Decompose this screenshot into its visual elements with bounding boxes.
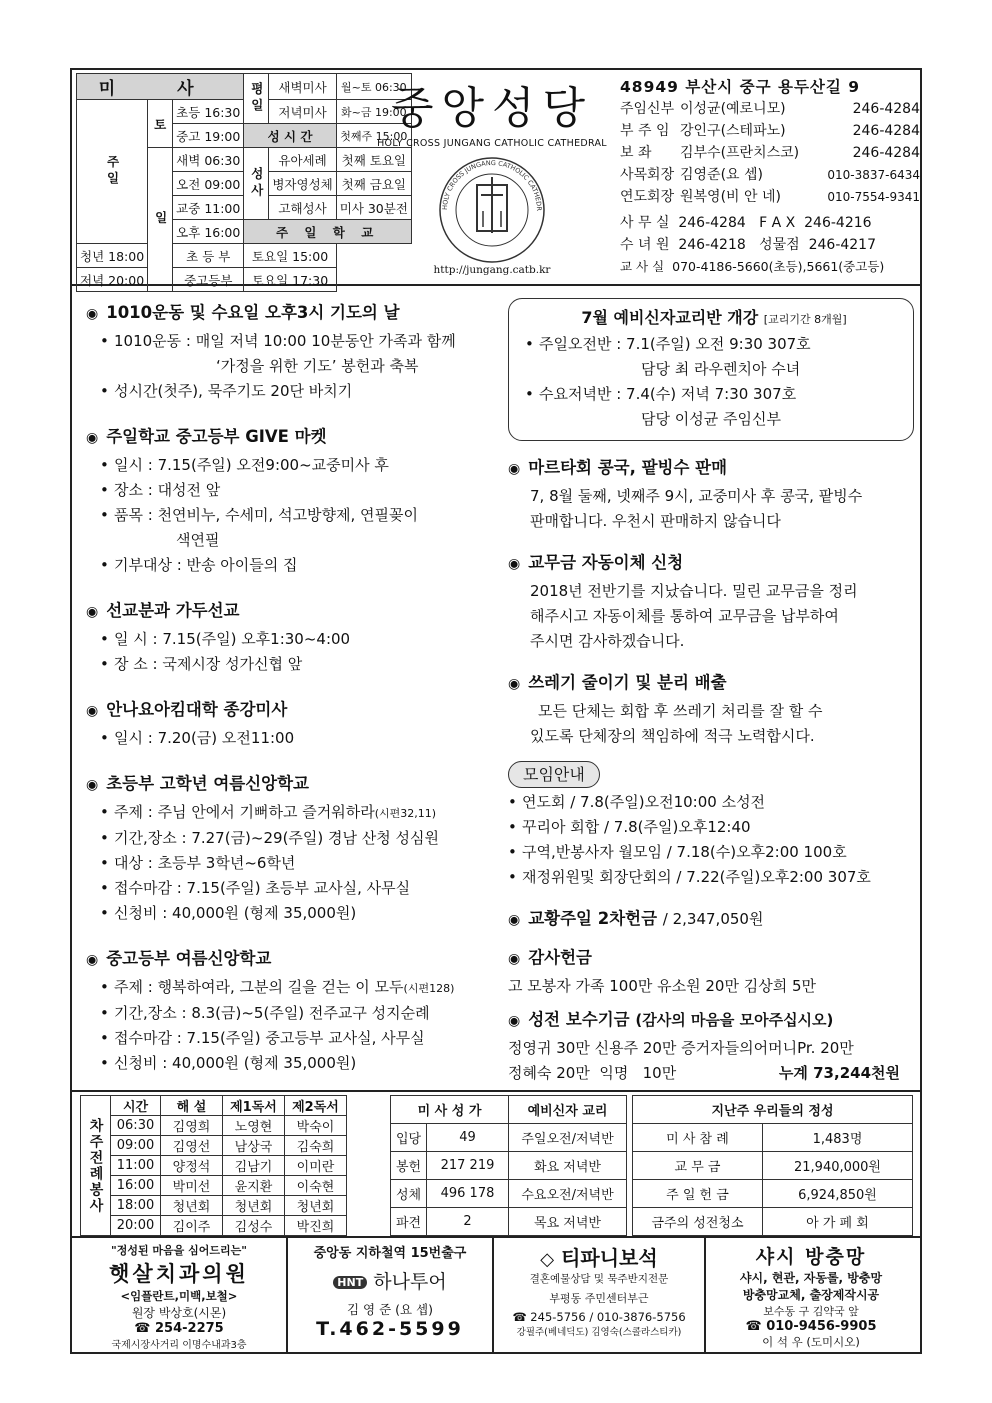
church-seal-icon xyxy=(437,155,547,265)
sun-name: 저녁 xyxy=(80,272,105,288)
cell: 김성수 xyxy=(223,1216,285,1236)
item-text: 수요저녁반 : 7.4(수) 저녁 7:30 307호 xyxy=(539,385,797,403)
list-item-continued: 담당 이성균 주임신부 xyxy=(641,410,781,428)
ad-text: 방충망교체, 출장제작시공 xyxy=(742,1288,880,1302)
table-row xyxy=(391,1124,627,1152)
cell: 21,940,000원 xyxy=(763,1152,913,1180)
staff-tel: 010-7554-9341 xyxy=(827,190,920,204)
paragraph-line: 7, 8월 둘째, 넷째주 9시, 교중미사 후 콩국, 팥빙수 xyxy=(530,487,863,505)
cell: 미 사 참 례 xyxy=(633,1124,763,1152)
staff-role: 사목회장 xyxy=(620,167,675,183)
weekday-label: 평일 xyxy=(244,74,269,124)
cell: 이미란 xyxy=(285,1156,347,1176)
catechism-title xyxy=(525,305,903,332)
bullet-circle-icon: ◉ xyxy=(508,461,521,477)
cell: 남상국 xyxy=(223,1136,285,1156)
ad-text: 강필주(베네딕도) 김영숙(스콜라스티카) xyxy=(516,1327,682,1338)
section-title xyxy=(86,697,516,724)
sat-name: 중고 xyxy=(176,128,201,144)
bullet-circle-icon: ◉ xyxy=(508,676,521,692)
hanatour-logo xyxy=(288,1267,492,1294)
list-item: • 장소 : 대성전 앞 xyxy=(100,481,221,499)
staff-role: 연도회장 xyxy=(620,189,675,205)
bullet-circle-icon: ◉ xyxy=(86,430,99,446)
bottom-tables xyxy=(72,1090,920,1236)
header xyxy=(72,70,920,286)
cell: 20:00 xyxy=(111,1216,161,1236)
sun-time: 20:00 xyxy=(108,272,145,288)
church-name: 중앙성당 xyxy=(390,83,593,134)
ad-text: 샤시, 현관, 자동롤, 방충망 xyxy=(739,1271,883,1285)
sun-name: 청년 xyxy=(80,248,105,264)
list-item-continued: ‘가정을 위한 기도’ 봉헌과 축복 xyxy=(216,357,419,375)
list-item: • 일시 : 7.20(금) 오전11:00 xyxy=(100,729,295,747)
sat-time: 19:00 xyxy=(204,128,241,144)
bullet-circle-icon: ◉ xyxy=(508,556,521,572)
catechism-note: [교리기간 8개월] xyxy=(763,313,847,326)
section-title xyxy=(508,945,914,972)
table-row xyxy=(81,1136,347,1156)
diamond-icon: ◇ xyxy=(540,1249,555,1270)
list-item-continued: 담당 최 라우렌치아 수녀 xyxy=(641,360,801,378)
liturgy-service-table xyxy=(80,1095,347,1236)
item-text: 연도회 / 7.8(주일)오전10:00 소성전 xyxy=(522,793,766,811)
sun-time: 16:00 xyxy=(204,224,241,240)
cell: 양정석 xyxy=(161,1156,223,1176)
list-item: • 기간,장소 : 8.3(금)~5(주일) 전주교구 성지순례 xyxy=(100,1004,430,1022)
section-title-text: 쓰레기 줄이기 및 분리 배출 xyxy=(528,673,727,692)
cell: 주일오전/저녁반 xyxy=(509,1124,627,1152)
list-item: • 접수마감 : 7.15(주일) 초등부 교사실, 사무실 xyxy=(100,879,411,897)
ad-phone: ☎ 254-2275 xyxy=(134,1321,224,1336)
ad-text: 보수동 구 김약국 앞 xyxy=(763,1305,859,1318)
column-header: 예비신자 교리 xyxy=(509,1096,627,1124)
sun-name: 오후 xyxy=(176,224,201,240)
ad-title: 하나투어 xyxy=(373,1271,447,1293)
weekday-mass-name: 저녁미사 xyxy=(269,100,336,124)
church-address: 48949 부산시 중구 용두산길 9 xyxy=(620,78,861,96)
section-title-text: 감사헌금 xyxy=(528,948,592,967)
school-name: 초 등 부 xyxy=(173,244,244,268)
sun-row xyxy=(77,268,148,292)
item-text: 구역,반봉사자 월모임 / 7.18(수)오후2:00 100호 xyxy=(522,843,847,861)
cell: 수요오전/저녁반 xyxy=(509,1180,627,1208)
section-title xyxy=(508,670,914,697)
sunday-school-label: 주 일 학 교 xyxy=(244,220,412,244)
paragraph-line: 2018년 전반기를 지났습니다. 밀린 교무금을 정리 xyxy=(530,582,858,600)
list-item: • 일 시 : 7.15(주일) 오후1:30~4:00 xyxy=(100,630,351,648)
section-title-text: 1010운동 및 수요일 오후3시 기도의 날 xyxy=(106,303,400,322)
table-row xyxy=(81,1116,347,1136)
list-item: • 주제 : 주님 안에서 기뻐하고 즐거워하라(시편32,11) xyxy=(100,803,437,821)
sun-row xyxy=(77,244,148,268)
cell: 청년회 xyxy=(285,1196,347,1216)
item-text: 기간,장소 : 7.27(금)~29(주일) 경남 산청 성심원 xyxy=(114,829,439,847)
cell: 청년회 xyxy=(161,1196,223,1216)
sacrament-name: 유아세례 xyxy=(269,148,336,172)
cell: 청년회 xyxy=(223,1196,285,1216)
cell: 06:30 xyxy=(111,1116,161,1136)
sat-row-1 xyxy=(173,100,244,124)
sacrament-name: 고해성사 xyxy=(269,196,336,220)
cell: 아 가 페 회 xyxy=(763,1208,913,1236)
section-title-text: 교황주일 2차헌금 xyxy=(528,909,658,928)
section-title-text: 교무금 자동이체 신청 xyxy=(528,553,684,572)
item-text: 일시 : 7.15(주일) 오전9:00~교중미사 후 xyxy=(114,456,389,474)
section-title xyxy=(508,906,914,933)
bullet-circle-icon: ◉ xyxy=(86,703,99,719)
hnt-logo-icon: HNT xyxy=(333,1276,367,1289)
bullet-circle-icon: ◉ xyxy=(86,777,99,793)
item-text: 접수마감 : 7.15(주일) 중고등부 교사실, 사무실 xyxy=(114,1029,425,1047)
list-item: • 꾸리아 회합 / 7.8(주일)오후12:40 xyxy=(508,818,751,836)
section-title xyxy=(86,300,516,327)
cell: 1,483명 xyxy=(763,1124,913,1152)
right-column xyxy=(508,298,914,1086)
cell: 김남기 xyxy=(223,1156,285,1176)
holy-hour-time: 첫째주 15:00 xyxy=(336,124,411,148)
cell: 화요 저녁반 xyxy=(509,1152,627,1180)
weekday-mass-time: 월~토 06:30 xyxy=(336,74,411,100)
sun-name: 교중 xyxy=(176,200,201,216)
item-text: 일시 : 7.20(금) 오전11:00 xyxy=(114,729,295,747)
item-text: 기부대상 : 반송 아이들의 집 xyxy=(114,556,298,574)
ad-text: 이 석 우 (도미시오) xyxy=(762,1335,860,1349)
ad-text: 중앙동 지하철역 15번출구 xyxy=(313,1246,467,1261)
ad-jewelry xyxy=(494,1238,706,1352)
item-text: 장 소 : 국제시장 성가신협 앞 xyxy=(114,655,303,673)
staff-name: 원복영(비 안 네) xyxy=(680,189,781,205)
ad-phone: ☎ 010-9456-9905 xyxy=(745,1319,877,1334)
staff-row xyxy=(620,120,920,142)
weekday-mass-name: 새벽미사 xyxy=(269,74,336,100)
sacrament-time: 첫째 토요일 xyxy=(336,148,411,172)
item-text: 기간,장소 : 8.3(금)~5(주일) 전주교구 성지순례 xyxy=(114,1004,430,1022)
list-item: • 신청비 : 40,000원 (형제 35,000원) xyxy=(100,904,357,922)
cell: 파견 xyxy=(391,1208,427,1236)
offering-table xyxy=(632,1095,913,1236)
bullet-circle-icon: ◉ xyxy=(86,952,99,968)
office-line: 사 무 실 246-4284 F A X 246-4216 xyxy=(620,215,872,231)
item-text: 품목 : 천연비누, 수세미, 석고방향제, 연필꽂이 xyxy=(114,506,419,524)
cell: 김영선 xyxy=(161,1136,223,1156)
list-item: • 대상 : 초등부 3학년~6학년 xyxy=(100,854,296,872)
column-header: 시간 xyxy=(111,1096,161,1116)
staff-name: 김부수(프란치스코) xyxy=(680,145,800,161)
paragraph-line: 모든 단체는 회합 후 쓰레기 처리를 잘 할 수 xyxy=(538,702,823,720)
staff-row xyxy=(620,98,920,120)
cell: 봉헌 xyxy=(391,1152,427,1180)
cell: 입당 xyxy=(391,1124,427,1152)
choir-catechism-table xyxy=(390,1095,627,1236)
ad-dental xyxy=(72,1238,288,1352)
item-text: 접수마감 : 7.15(주일) 초등부 교사실, 사무실 xyxy=(114,879,411,897)
section-title xyxy=(86,946,516,973)
table-row xyxy=(391,1208,627,1236)
paragraph-line: 해주시고 자동이체를 통하여 교무금을 납부하여 xyxy=(530,607,839,625)
paragraph-line: 주시면 감사하겠습니다. xyxy=(530,632,685,650)
cell: 교 무 금 xyxy=(633,1152,763,1180)
sun-row xyxy=(173,220,244,244)
bullet-circle-icon: ◉ xyxy=(508,951,521,967)
paragraph-line: 정영귀 30만 신용주 20만 증거자들의어머니Pr. 20만 xyxy=(508,1039,854,1057)
cell: 2 xyxy=(427,1208,509,1236)
section-title-text: 안나요아킴대학 종강미사 xyxy=(106,700,288,719)
cell: 16:00 xyxy=(111,1176,161,1196)
item-text: 신청비 : 40,000원 (형제 35,000원) xyxy=(114,1054,357,1072)
cell: 이숙현 xyxy=(285,1176,347,1196)
cell: 496 178 xyxy=(427,1180,509,1208)
sat-time: 16:30 xyxy=(204,104,241,120)
sunday-label-2: 일 xyxy=(148,148,173,292)
list-item: • 재정위원및 회장단회의 / 7.22(주일)오후2:00 307호 xyxy=(508,868,871,886)
cell: 금주의 성전청소 xyxy=(633,1208,763,1236)
column-header: 해 설 xyxy=(161,1096,223,1116)
list-item: • 1010운동 : 매일 저녁 10:00 10분동안 가족과 함께 xyxy=(100,332,456,350)
convent-line: 수 녀 원 246-4218 성물점 246-4217 xyxy=(620,237,877,253)
meeting-label: 모임안내 xyxy=(508,761,600,788)
list-item: • 접수마감 : 7.15(주일) 중고등부 교사실, 사무실 xyxy=(100,1029,425,1047)
staff-name: 강인구(스테파노) xyxy=(680,123,786,139)
table-row xyxy=(81,1196,347,1216)
item-text: 신청비 : 40,000원 (형제 35,000원) xyxy=(114,904,357,922)
bullet-circle-icon: ◉ xyxy=(508,912,521,928)
cell: 목요 저녁반 xyxy=(509,1208,627,1236)
advertisements xyxy=(72,1236,920,1352)
section-note: (감사의 마음을 모아주십시오) xyxy=(635,1011,834,1029)
ad-title-row xyxy=(494,1242,704,1271)
ad-text: 부평동 주민센터부근 xyxy=(549,1292,649,1305)
item-text: 주제 : 주님 안에서 기뻐하고 즐거워하라 xyxy=(114,803,375,821)
mass-label: 미 사 xyxy=(77,74,244,100)
cell: 217 219 xyxy=(427,1152,509,1180)
sun-time: 09:00 xyxy=(204,176,241,192)
cell: 09:00 xyxy=(111,1136,161,1156)
section-title-text: 초등부 고학년 여름신앙학교 xyxy=(106,774,309,793)
section-title-text: 주일학교 중고등부 GIVE 마켓 xyxy=(106,427,327,446)
staff-tel: 246-4284 xyxy=(852,101,920,117)
church-url[interactable]: http://jungang.catb.kr xyxy=(433,264,551,276)
column-header: 제2독서 xyxy=(285,1096,347,1116)
staff-tel: 010-3837-6434 xyxy=(827,168,920,182)
table-row xyxy=(391,1180,627,1208)
bullet-circle-icon: ◉ xyxy=(86,306,99,322)
staff-role: 주임신부 xyxy=(620,101,675,117)
ad-window xyxy=(706,1238,916,1352)
cell: 김이주 xyxy=(161,1216,223,1236)
sun-time: 11:00 xyxy=(204,200,241,216)
sunday-label: 주일 xyxy=(77,100,148,244)
sacrament-label: 성사 xyxy=(244,148,269,220)
staff-name: 이성균(예로니모) xyxy=(680,101,786,117)
list-item: • 성시간(첫주), 묵주기도 20단 바치기 xyxy=(100,382,353,400)
sun-name: 오전 xyxy=(176,176,201,192)
item-text: 성시간(첫주), 묵주기도 20단 바치기 xyxy=(114,382,353,400)
staff-row xyxy=(620,164,920,186)
section-title-text: 마르타회 콩국, 팥빙수 판매 xyxy=(528,458,728,477)
section-title xyxy=(86,424,516,451)
seal-text: HOLY CROSS JUNGANG CATHOLIC CATHEDR xyxy=(440,158,544,211)
table-row xyxy=(633,1152,913,1180)
staff-name: 김영준(요 셉) xyxy=(680,167,763,183)
school-time: 토요일 17:30 xyxy=(244,268,336,292)
left-column xyxy=(86,300,516,1076)
sun-row xyxy=(173,148,244,172)
bible-reference: (시편32,11) xyxy=(374,807,437,820)
service-side-label: 차주전례봉사 xyxy=(81,1096,111,1236)
ad-title: 티파니보석 xyxy=(561,1246,658,1270)
column-header: 제1독서 xyxy=(223,1096,285,1116)
church-logo-area xyxy=(372,70,612,282)
cell: 6,924,850원 xyxy=(763,1180,913,1208)
list-item: • 기부대상 : 반송 아이들의 집 xyxy=(100,556,298,574)
staff-tel: 246-4284 xyxy=(852,123,920,139)
sacrament-time: 첫째 금요일 xyxy=(336,172,411,196)
holy-hour-label: 성 시 간 xyxy=(244,124,336,148)
cell: 성체 xyxy=(391,1180,427,1208)
table-row xyxy=(391,1152,627,1180)
bullet-circle-icon: ◉ xyxy=(508,1013,521,1029)
item-text: 재정위원및 회장단회의 / 7.22(주일)오후2:00 307호 xyxy=(522,868,871,886)
saturday-label: 토 xyxy=(148,100,173,148)
staff-role: 보 좌 xyxy=(620,145,652,161)
ad-title: 샤시 방충망 xyxy=(755,1246,867,1268)
ad-text: 국제시장사거리 이명수내과3층 xyxy=(111,1340,247,1351)
item-text: 꾸리아 회합 / 7.8(주일)오후12:40 xyxy=(522,818,751,836)
list-item: • 장 소 : 국제시장 성가신협 앞 xyxy=(100,655,303,673)
section-title xyxy=(508,455,914,482)
item-text: 대상 : 초등부 3학년~6학년 xyxy=(114,854,296,872)
sacrament-time: 미사 30분전 xyxy=(336,196,411,220)
staff-row xyxy=(620,186,920,208)
contact-info xyxy=(620,76,920,278)
section-title-text: 선교분과 가두선교 xyxy=(106,601,240,620)
school-name: 중고등부 xyxy=(173,268,244,292)
paragraph-line xyxy=(508,1061,900,1086)
ad-phone: T.462-5599 xyxy=(316,1318,464,1340)
sat-name: 초등 xyxy=(176,104,201,120)
ad-text: 결혼예물상담 및 묵주반지전문 xyxy=(529,1273,669,1285)
sat-row-2 xyxy=(173,124,244,148)
table-row xyxy=(633,1180,913,1208)
ad-text: 원장 박상호(시몬) xyxy=(131,1306,227,1320)
list-item: • 일시 : 7.15(주일) 오전9:00~교중미사 후 xyxy=(100,456,389,474)
list-item: • 신청비 : 40,000원 (형제 35,000원) xyxy=(100,1054,357,1072)
cell: 김영희 xyxy=(161,1116,223,1136)
cell: 49 xyxy=(427,1124,509,1152)
list-item: • 주제 : 행복하여라, 그분의 길을 걷는 이 모두(시편128) xyxy=(100,978,455,996)
sun-name: 새벽 xyxy=(176,152,201,168)
bullet-circle-icon: ◉ xyxy=(86,604,99,620)
list-item: • 주일오전반 : 7.1(주일) 오전 9:30 307호 xyxy=(525,335,811,353)
paragraph-line: 있도록 단체장의 책임하에 적극 노력합시다. xyxy=(530,727,815,745)
sacrament-name: 병자영성체 xyxy=(269,172,336,196)
item-text: 일 시 : 7.15(주일) 오후1:30~4:00 xyxy=(114,630,351,648)
cell: 김숙희 xyxy=(285,1136,347,1156)
section-title xyxy=(86,598,516,625)
ad-text: <임플란트,미백,보철> xyxy=(120,1289,238,1303)
staff-role: 부 주 임 xyxy=(620,123,670,139)
bulletin-page xyxy=(70,68,922,1354)
staff-row xyxy=(620,142,920,164)
table-row xyxy=(633,1124,913,1152)
cell: 윤지환 xyxy=(223,1176,285,1196)
list-item: • 연도회 / 7.8(주일)오전10:00 소성전 xyxy=(508,793,766,811)
cell: 박미선 xyxy=(161,1176,223,1196)
ad-text: "정성된 마음을 심어드리는" xyxy=(110,1244,247,1257)
sun-row xyxy=(173,172,244,196)
table-row xyxy=(633,1208,913,1236)
teacher-line: 교 사 실 070-4186-5660(초등),5661(중고등) xyxy=(620,259,885,274)
fund-total: 누계 73,244천원 xyxy=(778,1064,900,1082)
catechism-box xyxy=(508,298,914,441)
item-text: 장소 : 대성전 앞 xyxy=(114,481,221,499)
section-title-text: 성전 보수기금 xyxy=(528,1010,630,1029)
item-text: 주제 : 행복하여라, 그분의 길을 걷는 이 모두 xyxy=(114,978,404,996)
sun-time: 18:00 xyxy=(108,248,145,264)
staff-tel: 246-4284 xyxy=(852,145,920,161)
item-text: 주일오전반 : 7.1(주일) 오전 9:30 307호 xyxy=(539,335,811,353)
cell: 11:00 xyxy=(111,1156,161,1176)
list-item: • 구역,반봉사자 월모임 / 7.18(수)오후2:00 100호 xyxy=(508,843,847,861)
table-row xyxy=(81,1176,347,1196)
cell: 박진희 xyxy=(285,1216,347,1236)
cell: 주 일 헌 금 xyxy=(633,1180,763,1208)
sun-time: 06:30 xyxy=(204,152,241,168)
paragraph-line: 판매합니다. 우천시 판매하지 않습니다 xyxy=(530,512,781,530)
offering-title: 지난주 우리들의 정성 xyxy=(633,1096,913,1124)
school-time: 토요일 15:00 xyxy=(244,244,336,268)
section-title xyxy=(508,1007,914,1034)
mass-schedule-table xyxy=(76,73,412,292)
list-item: • 품목 : 천연비누, 수세미, 석고방향제, 연필꽂이 xyxy=(100,506,419,524)
cell: 18:00 xyxy=(111,1196,161,1216)
cell: 노영현 xyxy=(223,1116,285,1136)
church-english-name: HOLY CROSS JUNGANG CATHOLIC CATHEDRAL xyxy=(377,138,607,149)
weekday-mass-time: 화~금 19:00 xyxy=(336,100,411,124)
ad-travel xyxy=(288,1238,494,1352)
ad-title: 햇살치과의원 xyxy=(109,1262,249,1286)
section-title-text: 중고등부 여름신앙학교 xyxy=(106,949,272,968)
section-title xyxy=(86,771,516,798)
ad-text: 김 영 준 (요 셉) xyxy=(346,1302,434,1317)
paragraph-line: 고 모봉자 가족 100만 유소원 20만 김상희 5만 xyxy=(508,977,816,995)
table-row xyxy=(81,1156,347,1176)
cell: 박숙이 xyxy=(285,1116,347,1136)
table-row xyxy=(81,1216,347,1236)
list-item: • 기간,장소 : 7.27(금)~29(주일) 경남 산청 성심원 xyxy=(100,829,439,847)
ad-phone: ☎ 245-5756 / 010-3876-5756 xyxy=(512,1310,686,1324)
section-title xyxy=(508,550,914,577)
bible-reference: (시편128) xyxy=(403,982,455,995)
list-item-continued: 색연필 xyxy=(176,531,220,549)
sun-row xyxy=(173,196,244,220)
item-text: 1010운동 : 매일 저녁 10:00 10분동안 가족과 함께 xyxy=(114,332,456,350)
column-header: 미 사 성 가 xyxy=(391,1096,509,1124)
catechism-title-text: 7월 예비신자교리반 개강 xyxy=(581,308,759,327)
offering-amount: / 2,347,050원 xyxy=(662,910,764,928)
list-item: • 수요저녁반 : 7.4(수) 저녁 7:30 307호 xyxy=(525,385,797,403)
item-text: 정혜숙 20만 익명 10만 xyxy=(508,1064,677,1082)
